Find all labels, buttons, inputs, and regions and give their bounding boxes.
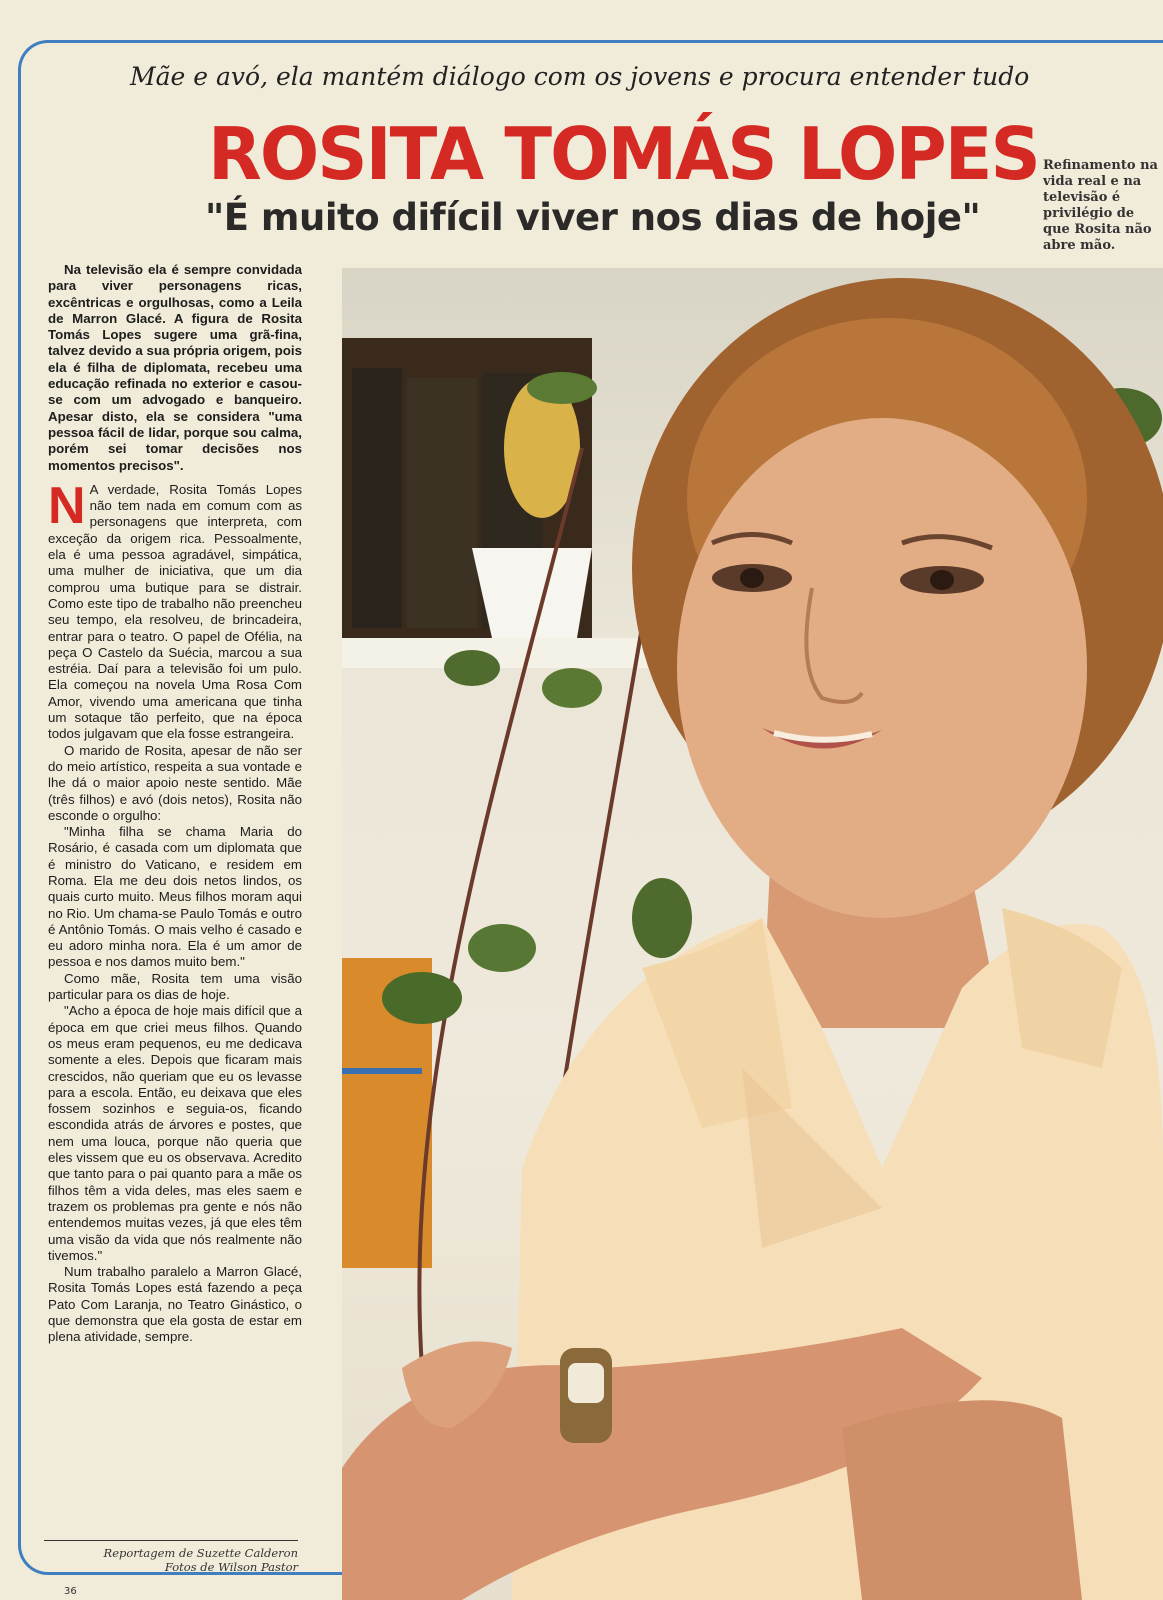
paragraph-text: A verdade, Rosita Tomás Lopes não tem nada em comum com as personagens que interpreta, com exceção da origem rica. Pessoalmente, ela é uma pessoa agradável, simpática, uma mulher de iniciativa, que um dia comprou uma butique para se distrair. Como este tipo de trabalho não preencheu seu tempo, ela resolveu, de brincadeira, entrar para o teatro. O papel de Ofélia, na peça O Castelo da Suécia, marcou a sua estréia. Daí para a televisão foi um pulo. Ela começou na novela Uma Rosa Com Amor, vivendo uma americana que tinha um sotaque tão perfeito, que na época todos julgavam que ela fosse estrangeira. (48, 481, 302, 742)
photo-credit: Fotos de Wilson Pastor (164, 1560, 298, 1574)
credits (44, 1540, 298, 1574)
page-number: 36 (64, 1586, 77, 1597)
photo-caption: Refinamento na vida real e na televisão é privilégio de que Rosita não abre mão. (1043, 158, 1158, 253)
body-paragraph (48, 476, 302, 743)
body-paragraph: "Minha filha se chama Maria do Rosário, é casada com um diplomata que é ministro do Vaticano, e residem em Roma. Ela me deu dois netos lindos, os quais curto muito. Meus filhos moram aqui no Rio. Um chama-se Paulo Tomás e outro é Antônio Tomás. O mais velho é casado e eu adoro minha nora. Ela é um amor de pessoa e nos damos muito bem." (48, 824, 302, 970)
body-paragraph: Como mãe, Rosita tem uma visão particular para os dias de hoje. (48, 970, 302, 1003)
report-credit: Reportagem de Suzette Calderon (103, 1546, 298, 1560)
portrait-photo (342, 268, 1163, 1600)
headline: ROSITA TOMÁS LOPES (208, 112, 1039, 196)
lead-paragraph: Na televisão ela é sempre convidada para viver personagens ricas, excêntricas e orgulhosas, como a Leila de Marron Glacé. A figura de Rosita Tomás Lopes sugere uma grã-fina, talvez devido a sua própria origem, pois ela é filha de diplomata, recebeu uma educação refinada no exterior e casou-se com um advogado e banqueiro. Apesar disto, ela se considera "uma pessoa fácil de lidar, porque sou calma, porém sei tomar decisões nos momentos precisos". (48, 262, 302, 473)
body-paragraph: "Acho a época de hoje mais difícil que a época em que criei meus filhos. Quando os meus eram pequenos, eu me dedicava somente a eles. Depois que ficaram mais crescidos, não queriam que eu os levasse para a escola. Então, eu deixava que eles fossem sozinhos e seguia-os, ficando escondida atrás de árvores e postes, que nem uma louca, porque não queria que eles vissem que eu os observava. Acredito que tanto para o pai quanto para a mãe os filhos têm a vida deles, mas eles saem e trazem os problemas pra gente e nós não entendemos muitas vezes, já que eles têm uma visão da vida que nós realmente não tivemos." (48, 1003, 302, 1263)
body-paragraph: O marido de Rosita, apesar de não ser do meio artístico, respeita a sua vontade e lhe dá o maior apoio neste sentido. Mãe (três filhos) e avó (dois netos), Rosita não esconde o orgulho: (48, 742, 302, 823)
subhead: "É muito difícil viver nos dias de hoje" (205, 196, 981, 239)
portrait-illustration (342, 268, 1163, 1600)
body-paragraph: Num trabalho paralelo a Marron Glacé, Rosita Tomás Lopes está fazendo a peça Pato Com Laranja, no Teatro Ginástico, o que demonstra que ela gosta de estar em plena atividade, sempre. (48, 1264, 302, 1345)
kicker: Mãe e avó, ela mantém diálogo com os jovens e procura entender tudo (130, 62, 1030, 91)
drop-cap: N (48, 476, 86, 535)
article-column (48, 262, 302, 1346)
